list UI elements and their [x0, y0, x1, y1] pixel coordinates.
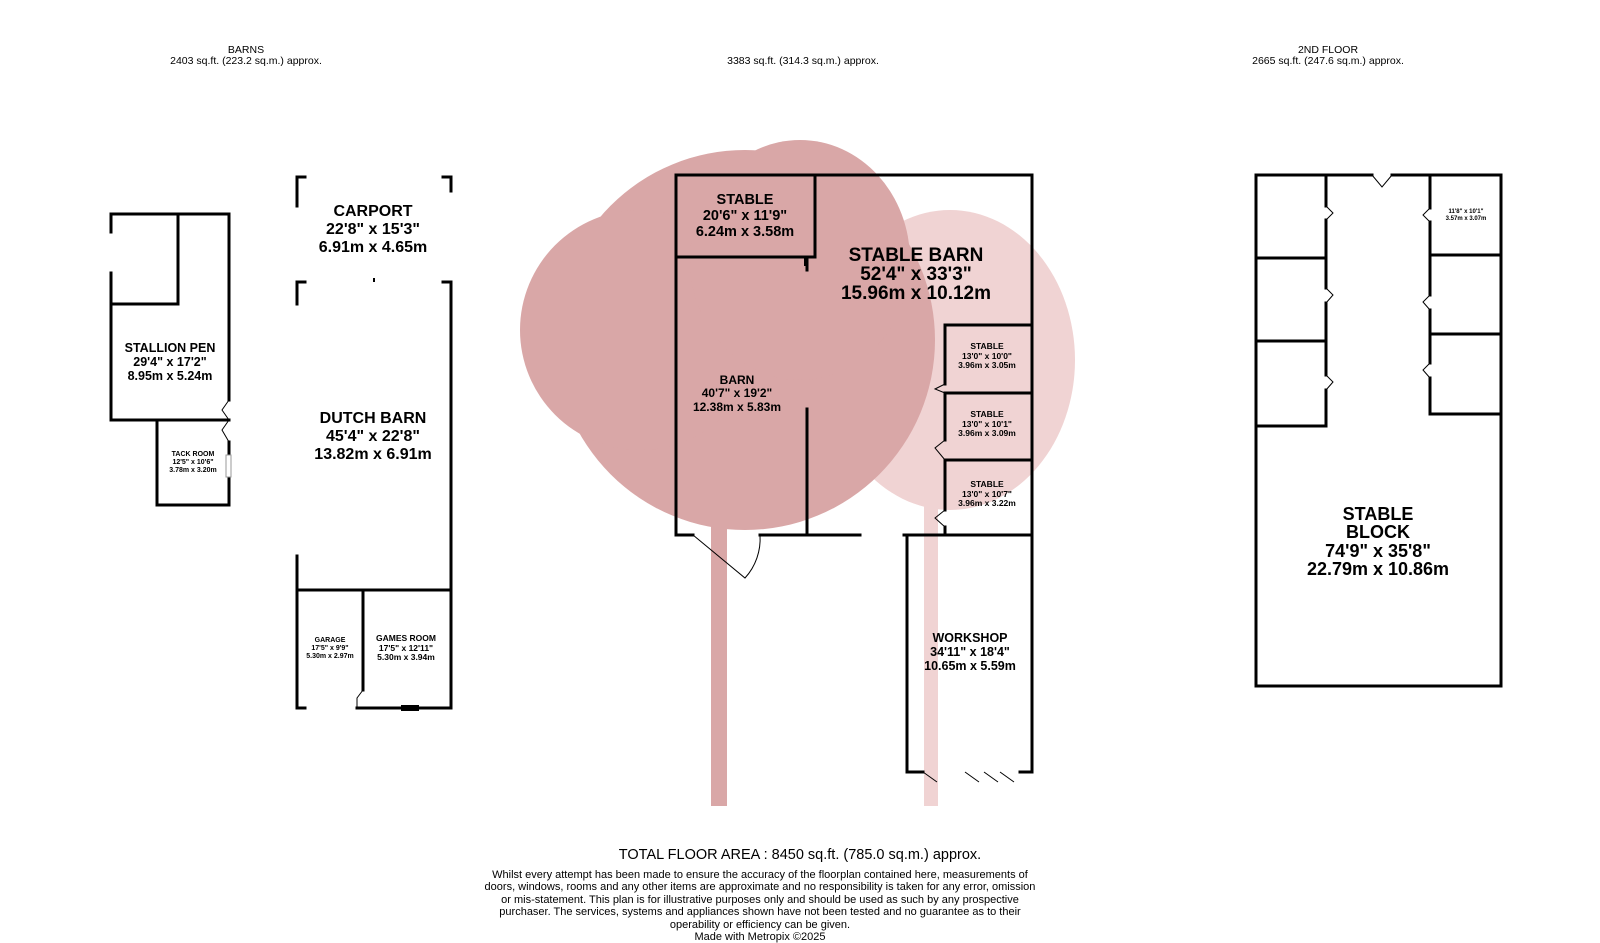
total-floor-area: TOTAL FLOOR AREA : 8450 sq.ft. (785.0 sq.m.) approx.	[618, 847, 982, 863]
room-metric: 12.38m x 5.83m	[692, 399, 782, 414]
room-metric: 22.79m x 10.86m	[1306, 559, 1450, 580]
barns-title: BARNS	[227, 44, 265, 56]
room-metric: 5.30m x 2.97m	[306, 652, 354, 660]
room-imperial: 45'4" x 22'8"	[326, 427, 420, 445]
room-name: STABLE BARN	[848, 245, 984, 266]
stable-barn-label	[841, 246, 991, 303]
room-imperial: 13'0" x 10'7"	[962, 488, 1012, 499]
room-imperial: 74'9" x 35'8"	[1325, 540, 1431, 561]
carport-label	[319, 203, 428, 257]
room-name: STABLE	[716, 192, 774, 208]
room-name-line1: STABLE	[1342, 504, 1414, 524]
room-metric: 6.91m x 4.65m	[318, 238, 428, 256]
room-imperial: 52'4" x 33'3"	[860, 264, 972, 285]
room-name: DUTCH BARN	[319, 410, 427, 427]
room-imperial: 13'0" x 10'0"	[962, 350, 1012, 361]
tree-logo-watermark	[520, 140, 1075, 806]
barns-area: 2403 sq.ft. (223.2 sq.m.) approx.	[170, 55, 322, 67]
stable-b-label	[958, 410, 1016, 439]
disclaimer-text: Whilst every attempt has been made to ensure the accuracy of the floorplan contained here, measurements of doors, windows, rooms and any other items are approximate and no responsibility is taken for any error, omission or mis-statement. This plan is for illustrative purposes only and should be used as such by any prospective purchaser. The services, systems and appliances shown have not been tested and no guarantee as to their operability or efficiency can be given.	[484, 869, 1036, 931]
room-imperial: 20'6" x 11'9"	[702, 208, 788, 225]
room-imperial: 34'11" x 18'4"	[930, 645, 1010, 659]
room-name: STALLION PEN	[124, 341, 216, 355]
room-metric: 5.30m x 3.94m	[377, 652, 435, 663]
room-imperial: 12'5" x 10'6"	[172, 458, 214, 466]
room-name: BARN	[719, 373, 755, 387]
disclaimer-block	[480, 869, 1040, 943]
stable-top-label	[696, 192, 794, 241]
room-metric: 8.95m x 5.24m	[127, 369, 213, 383]
room-imperial: 29'4" x 17'2"	[133, 355, 207, 369]
stable-a-label	[958, 342, 1016, 371]
dutch-barn-label	[314, 410, 431, 464]
room-name: GARAGE	[314, 637, 346, 644]
room-name-line2: BLOCK	[1346, 522, 1410, 543]
room-name: GAMES ROOM	[376, 633, 436, 643]
room-metric: 15.96m x 10.12m	[840, 283, 992, 304]
tack-room-label	[169, 451, 216, 474]
room-imperial: 22'8" x 15'3"	[326, 220, 420, 238]
room-metric: 3.78m x 3.20m	[169, 466, 217, 474]
stable-c-label	[958, 480, 1016, 509]
room-name: STABLE	[970, 409, 1004, 419]
room-metric: 3.96m x 3.05m	[958, 360, 1016, 371]
room-imperial: 17'5" x 9'9"	[311, 644, 349, 652]
room-name: WORKSHOP	[932, 631, 1008, 645]
room-imperial: 13'0" x 10'1"	[962, 418, 1012, 429]
small-room-label	[1446, 209, 1487, 222]
garage-label	[306, 637, 353, 660]
room-metric: 3.57m x 3.07m	[1445, 215, 1487, 222]
room-imperial: 40'7" x 19'2"	[701, 386, 773, 401]
barn-label	[693, 374, 781, 414]
room-name: CARPORT	[333, 203, 413, 220]
room-imperial: 17'5" x 12'11"	[378, 642, 434, 653]
second-floor-area: 2665 sq.ft. (247.6 sq.m.) approx.	[1252, 55, 1404, 67]
workshop-label	[924, 631, 1016, 673]
room-metric: 3.96m x 3.09m	[958, 428, 1016, 439]
room-metric: 13.82m x 6.91m	[314, 445, 432, 463]
room-name: TACK ROOM	[171, 451, 215, 458]
room-metric: 6.24m x 3.58m	[695, 224, 795, 241]
ground-area: 3383 sq.ft. (314.3 sq.m.) approx.	[727, 55, 879, 67]
room-imperial: 11'8" x 10'1"	[1448, 209, 1484, 215]
room-metric: 3.96m x 3.22m	[958, 498, 1016, 509]
credit-text: Made with Metropix ©2025	[694, 931, 826, 943]
room-metric: 10.65m x 5.59m	[924, 659, 1016, 673]
room-name: STABLE	[970, 479, 1004, 489]
room-name: STABLE	[970, 341, 1004, 351]
second-floor-title: 2ND FLOOR	[1297, 44, 1359, 56]
stallion-pen-label	[125, 341, 216, 383]
games-room-label	[376, 634, 436, 663]
stable-block-label	[1307, 505, 1449, 578]
